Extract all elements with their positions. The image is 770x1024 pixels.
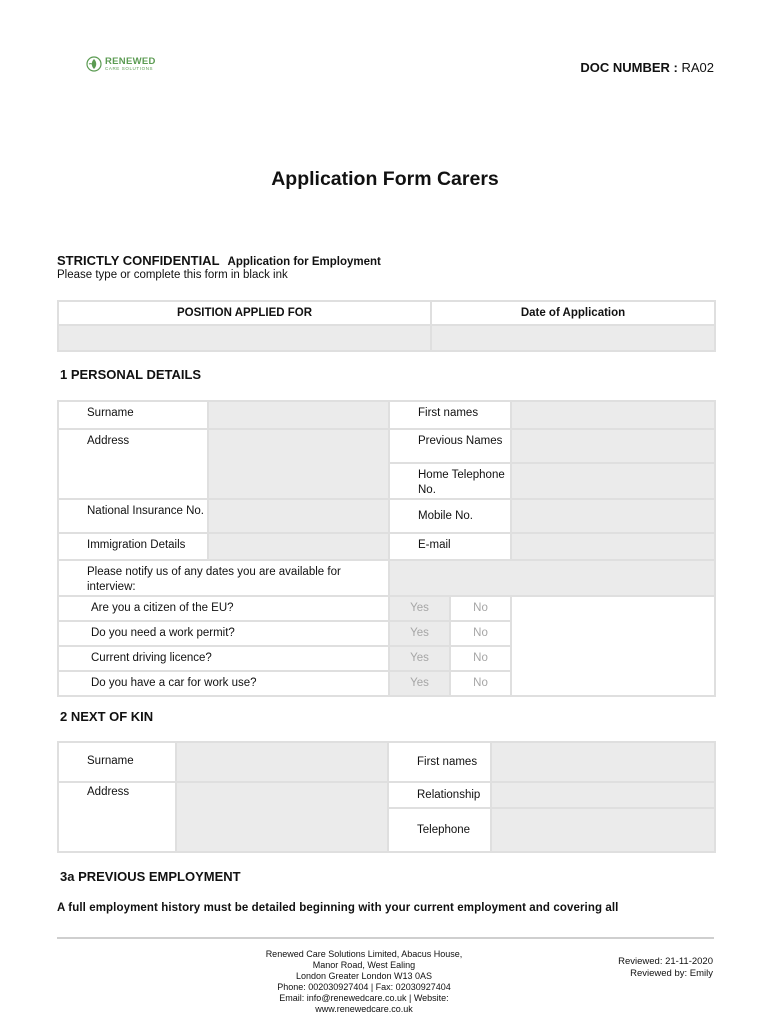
footer-address-line: Renewed Care Solutions Limited, Abacus House, <box>265 949 463 959</box>
kin-address-label: Address <box>58 782 176 852</box>
doc-number <box>580 60 714 75</box>
immigration-field[interactable] <box>208 533 389 560</box>
confidential-label: STRICTLY CONFIDENTIAL <box>57 253 220 268</box>
eu-citizen-question: Are you a citizen of the EU? <box>58 596 389 621</box>
kin-surname-label: Surname <box>58 742 176 782</box>
footer-address-line: Email: info@renewedcare.co.uk | Website: <box>279 993 449 1003</box>
home-telephone-label: Home Telephone No. <box>389 463 511 499</box>
car-use-question: Do you have a car for work use? <box>58 671 389 696</box>
employment-history-note: A full employment history must be detailed beginning with your current employment and covering all <box>57 902 619 914</box>
doc-number-label: DOC NUMBER : <box>580 60 678 75</box>
kin-relationship-field[interactable] <box>491 782 715 808</box>
reviewed-by: Reviewed by: Emily <box>630 967 713 979</box>
car-use-no[interactable]: No <box>450 671 511 696</box>
position-applied-header: POSITION APPLIED FOR <box>58 301 431 325</box>
immigration-label: Immigration Details <box>58 533 208 560</box>
footer-review-info <box>618 956 713 979</box>
ink-instruction: Please type or complete this form in black ink <box>57 269 288 281</box>
reviewed-date: Reviewed: 21-11-2020 <box>618 956 713 967</box>
driving-licence-yes[interactable]: Yes <box>389 646 450 671</box>
page-title: Application Form Carers <box>271 168 499 190</box>
driving-licence-no[interactable]: No <box>450 646 511 671</box>
kin-first-names-field[interactable] <box>491 742 715 782</box>
personal-details-heading: 1 PERSONAL DETAILS <box>60 367 202 382</box>
address-label: Address <box>58 429 208 499</box>
work-permit-yes[interactable]: Yes <box>389 621 450 646</box>
first-names-field[interactable] <box>511 401 715 429</box>
car-use-yes[interactable]: Yes <box>389 671 450 696</box>
kin-relationship-label: Relationship <box>388 782 491 808</box>
position-applied-field[interactable] <box>58 325 431 351</box>
questions-blank-cell <box>511 596 715 696</box>
interview-dates-field[interactable] <box>389 560 715 596</box>
first-names-label: First names <box>389 401 511 429</box>
address-field[interactable] <box>208 429 389 499</box>
eu-citizen-yes[interactable]: Yes <box>389 596 450 621</box>
date-of-application-header: Date of Application <box>431 301 715 325</box>
kin-first-names-label: First names <box>388 742 491 782</box>
email-field[interactable] <box>511 533 715 560</box>
personal-details-table <box>57 400 716 697</box>
date-of-application-field[interactable] <box>431 325 715 351</box>
next-of-kin-table <box>57 741 716 853</box>
footer-divider <box>57 937 714 939</box>
company-logo <box>86 56 156 72</box>
previous-names-field[interactable] <box>511 429 715 463</box>
doc-number-value: RA02 <box>681 60 714 75</box>
leaf-logo-icon <box>86 56 102 72</box>
home-telephone-field[interactable] <box>511 463 715 499</box>
confidential-heading <box>57 253 381 268</box>
kin-telephone-field[interactable] <box>491 808 715 852</box>
application-subtitle: Application for Employment <box>227 256 381 268</box>
work-permit-question: Do you need a work permit? <box>58 621 389 646</box>
interview-dates-label: Please notify us of any dates you are available for interview: <box>58 560 389 596</box>
footer-address-line: Phone: 002030927404 | Fax: 02030927404 <box>277 982 451 992</box>
next-of-kin-heading: 2 NEXT OF KIN <box>60 709 154 724</box>
previous-names-label: Previous Names <box>389 429 511 463</box>
kin-address-field[interactable] <box>176 782 388 852</box>
previous-employment-heading: 3a PREVIOUS EMPLOYMENT <box>60 869 241 884</box>
eu-citizen-no[interactable]: No <box>450 596 511 621</box>
logo-subtitle: CARE SOLUTIONS <box>105 66 154 71</box>
email-label: E-mail <box>389 533 511 560</box>
footer-address-line: Manor Road, West Ealing <box>312 960 416 970</box>
position-table <box>57 300 716 352</box>
ni-number-field[interactable] <box>208 499 389 533</box>
ni-number-label: National Insurance No. <box>58 499 208 533</box>
surname-field[interactable] <box>208 401 389 429</box>
mobile-label: Mobile No. <box>389 499 511 533</box>
driving-licence-question: Current driving licence? <box>58 646 389 671</box>
kin-telephone-label: Telephone <box>388 808 491 852</box>
kin-surname-field[interactable] <box>176 742 388 782</box>
footer-address-line: www.renewedcare.co.uk <box>315 1004 413 1014</box>
surname-label: Surname <box>58 401 208 429</box>
mobile-field[interactable] <box>511 499 715 533</box>
footer-address-line: London Greater London W13 0AS <box>295 971 433 981</box>
work-permit-no[interactable]: No <box>450 621 511 646</box>
footer-address <box>230 949 498 1015</box>
logo-name: RENEWED <box>105 55 156 67</box>
